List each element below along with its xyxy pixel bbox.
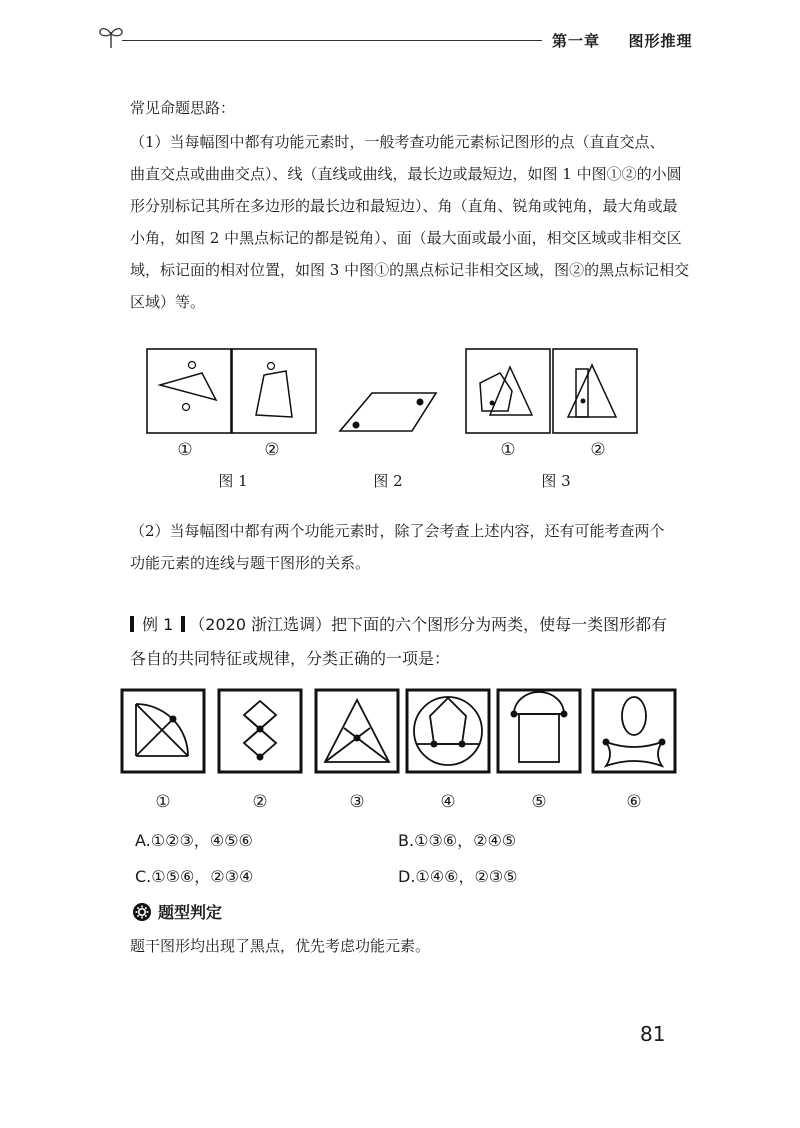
example-figure-5 [498, 690, 580, 772]
fig1-label-1: ① [177, 440, 193, 460]
example-line-1 [130, 608, 700, 642]
para1-line: 小角，如图 2 中黑点标记的都是锐角）、面（最大面或最小面，相交区域或非相交区 [130, 229, 682, 247]
example-bracket-left [130, 616, 134, 632]
option-a-key: A. [135, 831, 151, 850]
figures-1-2-3 [140, 345, 640, 445]
option-a[interactable] [135, 828, 253, 851]
para2-line: 功能元素的连线与题干图形的关系。 [130, 554, 371, 572]
example-question-line-1: （2020 浙江选调）把下面的六个图形分为两类，使每一类图形都有 [189, 615, 668, 634]
para1-line: 区域）等。 [130, 293, 206, 311]
example-label-1: ① [155, 792, 171, 812]
section-heading: 常见命题思路： [130, 99, 236, 117]
example-bracket-right [181, 616, 185, 632]
example-label-6: ⑥ [626, 792, 642, 812]
question-type-label: 题型判定 [158, 903, 223, 922]
option-c-value: ①⑤⑥，②③④ [151, 867, 254, 886]
para1-line: 域，标记面的相对位置，如图 3 中图①的黑点标记非相交区域，图②的黑点标记相交 [130, 261, 690, 279]
example-figure-1 [122, 690, 204, 772]
fig2-caption: 图 2 [373, 472, 403, 490]
option-c-key: C. [135, 867, 152, 886]
option-d[interactable] [398, 864, 517, 887]
option-b-key: B. [398, 831, 415, 850]
example-label-4: ④ [440, 792, 456, 812]
fig1-panel-1 [147, 349, 231, 433]
fig1-panel-2 [232, 349, 316, 433]
fig1-caption: 图 1 [218, 472, 248, 490]
gear-icon [132, 902, 152, 922]
question-type-heading [132, 900, 222, 923]
chapter-label: 第一章 [552, 32, 601, 50]
running-header [552, 30, 693, 51]
option-a-value: ①②③，④⑤⑥ [150, 831, 253, 850]
example-tag: 例 1 [142, 615, 174, 634]
fig2-parallelogram [340, 393, 436, 431]
header-rule [122, 40, 542, 41]
section-label: 图形推理 [628, 32, 693, 50]
example-label-3: ③ [349, 792, 365, 812]
example-figure-6 [593, 690, 675, 772]
example-label-5: ⑤ [531, 792, 547, 812]
option-b[interactable] [398, 828, 516, 851]
para2-line: （2）当每幅图中都有两个功能元素时，除了会考查上述内容，还有可能考查两个 [130, 522, 665, 540]
option-d-key: D. [398, 867, 416, 886]
option-b-value: ①③⑥，②④⑤ [414, 831, 517, 850]
option-d-value: ①④⑥，②③⑤ [415, 867, 518, 886]
para1-line: 形分别标记其所在多边形的最长边和最短边）、角（直角、锐角或钝角，最大角或最 [130, 197, 678, 215]
question-type-text: 题干图形均出现了黑点，优先考虑功能元素。 [130, 937, 431, 955]
example-figure-3 [316, 690, 398, 772]
paragraph-1 [130, 126, 690, 318]
example-figure-2 [219, 690, 301, 772]
fig3-label-1: ① [500, 440, 516, 460]
fig3-label-2: ② [590, 440, 606, 460]
para1-line: 曲直交点或曲曲交点）、线（直线或曲线，最长边或最短边，如图 1 中图①②的小圆 [130, 165, 682, 183]
example-label-2: ② [252, 792, 268, 812]
fig1-label-2: ② [264, 440, 280, 460]
example-figure-4 [407, 690, 489, 772]
paragraph-2 [130, 515, 690, 579]
fig3-caption: 图 3 [541, 472, 571, 490]
fig3-panel-2 [553, 349, 637, 433]
example-question-line-2: 各自的共同特征或规律，分类正确的一项是： [130, 649, 451, 668]
example-figures [118, 686, 703, 782]
para1-line: （1）当每幅图中都有功能元素时，一般考查功能元素标记图形的点（直直交点、 [130, 133, 665, 151]
page-number: 81 [640, 1022, 666, 1046]
fig3-panel-1 [466, 349, 550, 433]
sprout-icon [96, 22, 126, 50]
option-c[interactable] [135, 864, 253, 887]
